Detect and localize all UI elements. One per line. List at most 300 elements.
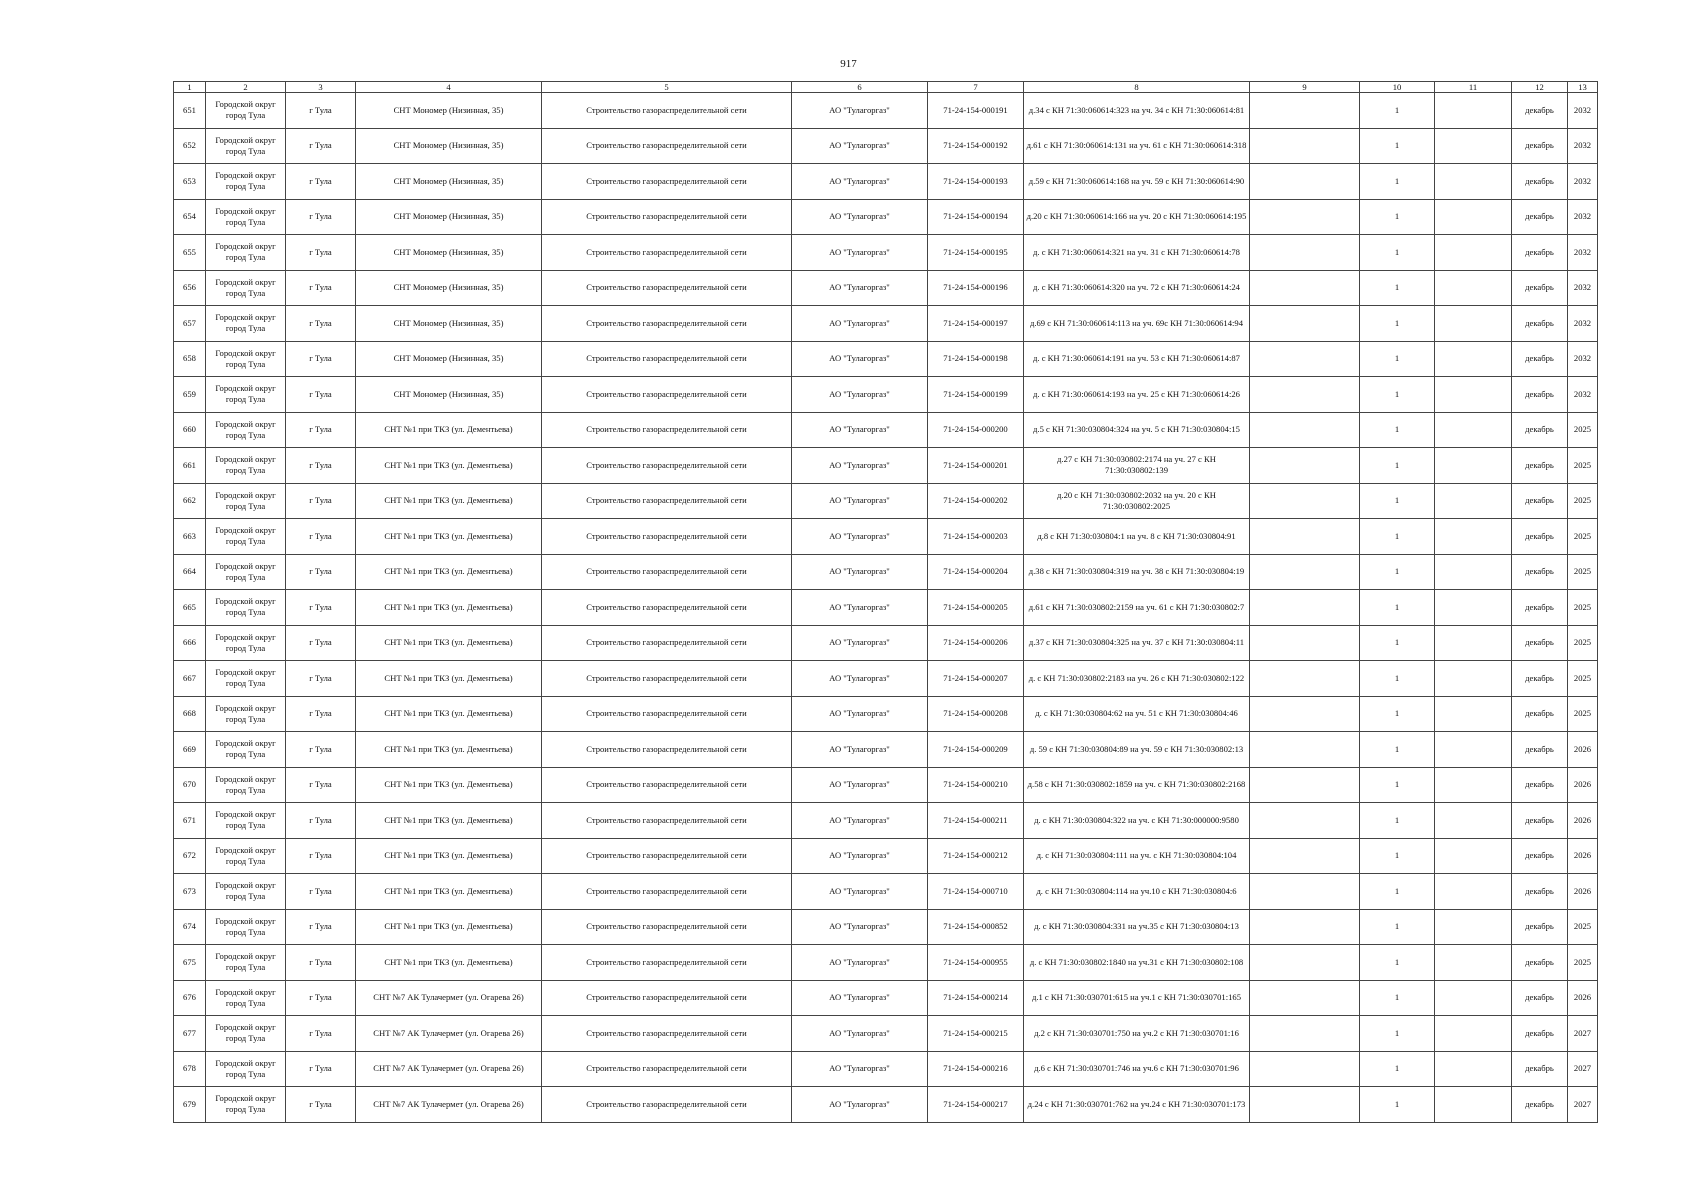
- cadastral-cell: д.34 с КН 71:30:060614:323 на уч. 34 с КН 71:30:060614:81: [1024, 93, 1250, 129]
- quantity-cell: 1: [1360, 1016, 1435, 1052]
- locality-cell: г Тула: [286, 164, 356, 200]
- object-cell: СНТ №1 при ТКЗ (ул. Дементьева): [356, 519, 542, 555]
- cadastral-cell: д.20 с КН 71:30:030802:2032 на уч. 20 с КН 71:30:030802:2025: [1024, 483, 1250, 519]
- col11-cell: [1435, 1051, 1512, 1087]
- month-cell: декабрь: [1512, 519, 1568, 555]
- object-cell: СНТ №1 при ТКЗ (ул. Дементьева): [356, 696, 542, 732]
- row-number-cell: 676: [174, 980, 206, 1016]
- locality-cell: г Тула: [286, 93, 356, 129]
- month-cell: декабрь: [1512, 93, 1568, 129]
- work-type-cell: Строительство газораспределительной сети: [542, 554, 792, 590]
- municipality-cell: Городской округ город Тула: [206, 1051, 286, 1087]
- locality-cell: г Тула: [286, 1087, 356, 1123]
- locality-cell: г Тула: [286, 554, 356, 590]
- row-number-cell: 667: [174, 661, 206, 697]
- cadastral-cell: д. с КН 71:30:030804:62 на уч. 51 с КН 71:30:030804:46: [1024, 696, 1250, 732]
- table-row: [174, 306, 1598, 342]
- organization-cell: АО "Тулагоргаз": [792, 874, 928, 910]
- year-cell: 2026: [1568, 732, 1598, 768]
- work-type-cell: Строительство газораспределительной сети: [542, 128, 792, 164]
- col11-cell: [1435, 519, 1512, 555]
- work-type-cell: Строительство газораспределительной сети: [542, 803, 792, 839]
- object-cell: СНТ №1 при ТКЗ (ул. Дементьева): [356, 590, 542, 626]
- column-header: 3: [286, 82, 356, 93]
- object-cell: СНТ №1 при ТКЗ (ул. Дементьева): [356, 448, 542, 484]
- col9-cell: [1250, 1051, 1360, 1087]
- year-cell: 2025: [1568, 945, 1598, 981]
- col11-cell: [1435, 696, 1512, 732]
- row-number-cell: 654: [174, 199, 206, 235]
- year-cell: 2025: [1568, 909, 1598, 945]
- table-row: [174, 945, 1598, 981]
- row-number-cell: 671: [174, 803, 206, 839]
- municipality-cell: Городской округ город Тула: [206, 164, 286, 200]
- municipality-cell: Городской округ город Тула: [206, 945, 286, 981]
- year-cell: 2032: [1568, 164, 1598, 200]
- col9-cell: [1250, 874, 1360, 910]
- col11-cell: [1435, 306, 1512, 342]
- locality-cell: г Тула: [286, 767, 356, 803]
- col9-cell: [1250, 732, 1360, 768]
- table-row: [174, 1016, 1598, 1052]
- code-cell: 71-24-154-000196: [928, 270, 1024, 306]
- work-type-cell: Строительство газораспределительной сети: [542, 341, 792, 377]
- municipality-cell: Городской округ город Тула: [206, 93, 286, 129]
- col11-cell: [1435, 874, 1512, 910]
- month-cell: декабрь: [1512, 164, 1568, 200]
- work-type-cell: Строительство газораспределительной сети: [542, 235, 792, 271]
- municipality-cell: Городской округ город Тула: [206, 696, 286, 732]
- col9-cell: [1250, 661, 1360, 697]
- municipality-cell: Городской округ город Тула: [206, 306, 286, 342]
- col11-cell: [1435, 1016, 1512, 1052]
- table-row: [174, 164, 1598, 200]
- month-cell: декабрь: [1512, 235, 1568, 271]
- col11-cell: [1435, 270, 1512, 306]
- municipality-cell: Городской округ город Тула: [206, 803, 286, 839]
- organization-cell: АО "Тулагоргаз": [792, 696, 928, 732]
- cadastral-cell: д. с КН 71:30:060614:320 на уч. 72 с КН 71:30:060614:24: [1024, 270, 1250, 306]
- col11-cell: [1435, 128, 1512, 164]
- col11-cell: [1435, 93, 1512, 129]
- row-number-cell: 663: [174, 519, 206, 555]
- locality-cell: г Тула: [286, 483, 356, 519]
- year-cell: 2032: [1568, 306, 1598, 342]
- col9-cell: [1250, 696, 1360, 732]
- locality-cell: г Тула: [286, 803, 356, 839]
- table-row: [174, 235, 1598, 271]
- cadastral-cell: д.61 с КН 71:30:060614:131 на уч. 61 с КН 71:30:060614:318: [1024, 128, 1250, 164]
- work-type-cell: Строительство газораспределительной сети: [542, 590, 792, 626]
- col11-cell: [1435, 803, 1512, 839]
- month-cell: декабрь: [1512, 412, 1568, 448]
- work-type-cell: Строительство газораспределительной сети: [542, 1016, 792, 1052]
- code-cell: 71-24-154-000203: [928, 519, 1024, 555]
- table-row: [174, 590, 1598, 626]
- table-row: [174, 874, 1598, 910]
- code-cell: 71-24-154-000198: [928, 341, 1024, 377]
- table-row: [174, 625, 1598, 661]
- row-number-cell: 660: [174, 412, 206, 448]
- quantity-cell: 1: [1360, 945, 1435, 981]
- col11-cell: [1435, 341, 1512, 377]
- municipality-cell: Городской округ город Тула: [206, 199, 286, 235]
- cadastral-cell: д. 59 с КН 71:30:030804:89 на уч. 59 с КН 71:30:030802:13: [1024, 732, 1250, 768]
- organization-cell: АО "Тулагоргаз": [792, 661, 928, 697]
- municipality-cell: Городской округ город Тула: [206, 483, 286, 519]
- cadastral-cell: д.1 с КН 71:30:030701:615 на уч.1 с КН 71:30:030701:165: [1024, 980, 1250, 1016]
- col11-cell: [1435, 590, 1512, 626]
- work-type-cell: Строительство газораспределительной сети: [542, 519, 792, 555]
- month-cell: декабрь: [1512, 661, 1568, 697]
- object-cell: СНТ Мономер (Низинная, 35): [356, 93, 542, 129]
- work-type-cell: Строительство газораспределительной сети: [542, 306, 792, 342]
- header-row: [174, 82, 1598, 93]
- object-cell: СНТ №1 при ТКЗ (ул. Дементьева): [356, 412, 542, 448]
- object-cell: СНТ №7 АК Тулачермет (ул. Огарева 26): [356, 980, 542, 1016]
- code-cell: 71-24-154-000199: [928, 377, 1024, 413]
- year-cell: 2032: [1568, 199, 1598, 235]
- cadastral-cell: д.6 с КН 71:30:030701:746 на уч.6 с КН 71:30:030701:96: [1024, 1051, 1250, 1087]
- municipality-cell: Городской округ город Тула: [206, 341, 286, 377]
- row-number-cell: 678: [174, 1051, 206, 1087]
- organization-cell: АО "Тулагоргаз": [792, 732, 928, 768]
- work-type-cell: Строительство газораспределительной сети: [542, 838, 792, 874]
- column-header: 10: [1360, 82, 1435, 93]
- quantity-cell: 1: [1360, 93, 1435, 129]
- column-header: 7: [928, 82, 1024, 93]
- locality-cell: г Тула: [286, 945, 356, 981]
- col9-cell: [1250, 412, 1360, 448]
- work-type-cell: Строительство газораспределительной сети: [542, 93, 792, 129]
- col9-cell: [1250, 590, 1360, 626]
- locality-cell: г Тула: [286, 448, 356, 484]
- month-cell: декабрь: [1512, 980, 1568, 1016]
- locality-cell: г Тула: [286, 341, 356, 377]
- municipality-cell: Городской округ город Тула: [206, 625, 286, 661]
- row-number-cell: 657: [174, 306, 206, 342]
- year-cell: 2025: [1568, 554, 1598, 590]
- organization-cell: АО "Тулагоргаз": [792, 448, 928, 484]
- organization-cell: АО "Тулагоргаз": [792, 1051, 928, 1087]
- cadastral-cell: д. с КН 71:30:060614:193 на уч. 25 с КН 71:30:060614:26: [1024, 377, 1250, 413]
- code-cell: 71-24-154-000193: [928, 164, 1024, 200]
- cadastral-cell: д. с КН 71:30:030804:331 на уч.35 с КН 71:30:030804:13: [1024, 909, 1250, 945]
- quantity-cell: 1: [1360, 519, 1435, 555]
- year-cell: 2025: [1568, 696, 1598, 732]
- municipality-cell: Городской округ город Тула: [206, 767, 286, 803]
- organization-cell: АО "Тулагоргаз": [792, 1087, 928, 1123]
- quantity-cell: 1: [1360, 732, 1435, 768]
- municipality-cell: Городской округ город Тула: [206, 235, 286, 271]
- year-cell: 2032: [1568, 93, 1598, 129]
- month-cell: декабрь: [1512, 803, 1568, 839]
- object-cell: СНТ Мономер (Низинная, 35): [356, 199, 542, 235]
- year-cell: 2025: [1568, 590, 1598, 626]
- quantity-cell: 1: [1360, 661, 1435, 697]
- cadastral-cell: д.5 с КН 71:30:030804:324 на уч. 5 с КН 71:30:030804:15: [1024, 412, 1250, 448]
- organization-cell: АО "Тулагоргаз": [792, 341, 928, 377]
- quantity-cell: 1: [1360, 590, 1435, 626]
- code-cell: 71-24-154-000852: [928, 909, 1024, 945]
- col9-cell: [1250, 554, 1360, 590]
- year-cell: 2026: [1568, 838, 1598, 874]
- code-cell: 71-24-154-000209: [928, 732, 1024, 768]
- organization-cell: АО "Тулагоргаз": [792, 590, 928, 626]
- quantity-cell: 1: [1360, 767, 1435, 803]
- col11-cell: [1435, 661, 1512, 697]
- col11-cell: [1435, 412, 1512, 448]
- quantity-cell: 1: [1360, 1051, 1435, 1087]
- organization-cell: АО "Тулагоргаз": [792, 412, 928, 448]
- column-header: 12: [1512, 82, 1568, 93]
- organization-cell: АО "Тулагоргаз": [792, 767, 928, 803]
- locality-cell: г Тула: [286, 909, 356, 945]
- year-cell: 2032: [1568, 235, 1598, 271]
- year-cell: 2032: [1568, 128, 1598, 164]
- locality-cell: г Тула: [286, 696, 356, 732]
- object-cell: СНТ №1 при ТКЗ (ул. Дементьева): [356, 838, 542, 874]
- quantity-cell: 1: [1360, 803, 1435, 839]
- table-row: [174, 732, 1598, 768]
- row-number-cell: 679: [174, 1087, 206, 1123]
- quantity-cell: 1: [1360, 341, 1435, 377]
- work-type-cell: Строительство газораспределительной сети: [542, 732, 792, 768]
- year-cell: 2026: [1568, 803, 1598, 839]
- year-cell: 2025: [1568, 412, 1598, 448]
- organization-cell: АО "Тулагоргаз": [792, 625, 928, 661]
- table-row: [174, 838, 1598, 874]
- organization-cell: АО "Тулагоргаз": [792, 306, 928, 342]
- object-cell: СНТ №7 АК Тулачермет (ул. Огарева 26): [356, 1087, 542, 1123]
- col9-cell: [1250, 235, 1360, 271]
- year-cell: 2026: [1568, 980, 1598, 1016]
- code-cell: 71-24-154-000202: [928, 483, 1024, 519]
- row-number-cell: 656: [174, 270, 206, 306]
- organization-cell: АО "Тулагоргаз": [792, 128, 928, 164]
- quantity-cell: 1: [1360, 1087, 1435, 1123]
- col9-cell: [1250, 767, 1360, 803]
- object-cell: СНТ №7 АК Тулачермет (ул. Огарева 26): [356, 1016, 542, 1052]
- col9-cell: [1250, 803, 1360, 839]
- month-cell: декабрь: [1512, 945, 1568, 981]
- object-cell: СНТ Мономер (Низинная, 35): [356, 306, 542, 342]
- cadastral-cell: д.69 с КН 71:30:060614:113 на уч. 69с КН 71:30:060614:94: [1024, 306, 1250, 342]
- year-cell: 2027: [1568, 1016, 1598, 1052]
- work-type-cell: Строительство газораспределительной сети: [542, 412, 792, 448]
- quantity-cell: 1: [1360, 128, 1435, 164]
- col9-cell: [1250, 945, 1360, 981]
- col9-cell: [1250, 980, 1360, 1016]
- cadastral-cell: д.61 с КН 71:30:030802:2159 на уч. 61 с КН 71:30:030802:7: [1024, 590, 1250, 626]
- year-cell: 2025: [1568, 661, 1598, 697]
- row-number-cell: 674: [174, 909, 206, 945]
- row-number-cell: 666: [174, 625, 206, 661]
- table-row: [174, 1087, 1598, 1123]
- month-cell: декабрь: [1512, 270, 1568, 306]
- code-cell: 71-24-154-000210: [928, 767, 1024, 803]
- row-number-cell: 661: [174, 448, 206, 484]
- registry-table: [173, 81, 1598, 1123]
- locality-cell: г Тула: [286, 199, 356, 235]
- quantity-cell: 1: [1360, 696, 1435, 732]
- quantity-cell: 1: [1360, 270, 1435, 306]
- col9-cell: [1250, 128, 1360, 164]
- column-header: 9: [1250, 82, 1360, 93]
- municipality-cell: Городской округ город Тула: [206, 377, 286, 413]
- col9-cell: [1250, 164, 1360, 200]
- work-type-cell: Строительство газораспределительной сети: [542, 1087, 792, 1123]
- work-type-cell: Строительство газораспределительной сети: [542, 270, 792, 306]
- code-cell: 71-24-154-000955: [928, 945, 1024, 981]
- month-cell: декабрь: [1512, 625, 1568, 661]
- object-cell: СНТ №1 при ТКЗ (ул. Дементьева): [356, 874, 542, 910]
- table-row: [174, 412, 1598, 448]
- col11-cell: [1435, 199, 1512, 235]
- month-cell: декабрь: [1512, 448, 1568, 484]
- municipality-cell: Городской округ город Тула: [206, 838, 286, 874]
- row-number-cell: 651: [174, 93, 206, 129]
- quantity-cell: 1: [1360, 838, 1435, 874]
- row-number-cell: 655: [174, 235, 206, 271]
- quantity-cell: 1: [1360, 164, 1435, 200]
- object-cell: СНТ Мономер (Низинная, 35): [356, 270, 542, 306]
- col9-cell: [1250, 306, 1360, 342]
- organization-cell: АО "Тулагоргаз": [792, 164, 928, 200]
- object-cell: СНТ Мономер (Низинная, 35): [356, 341, 542, 377]
- object-cell: СНТ №1 при ТКЗ (ул. Дементьева): [356, 767, 542, 803]
- row-number-cell: 668: [174, 696, 206, 732]
- object-cell: СНТ №1 при ТКЗ (ул. Дементьева): [356, 909, 542, 945]
- month-cell: декабрь: [1512, 199, 1568, 235]
- col9-cell: [1250, 483, 1360, 519]
- cadastral-cell: д.59 с КН 71:30:060614:168 на уч. 59 с КН 71:30:060614:90: [1024, 164, 1250, 200]
- code-cell: 71-24-154-000195: [928, 235, 1024, 271]
- work-type-cell: Строительство газораспределительной сети: [542, 980, 792, 1016]
- work-type-cell: Строительство газораспределительной сети: [542, 448, 792, 484]
- work-type-cell: Строительство газораспределительной сети: [542, 625, 792, 661]
- object-cell: СНТ Мономер (Низинная, 35): [356, 128, 542, 164]
- municipality-cell: Городской округ город Тула: [206, 980, 286, 1016]
- col9-cell: [1250, 1016, 1360, 1052]
- quantity-cell: 1: [1360, 874, 1435, 910]
- table-row: [174, 199, 1598, 235]
- municipality-cell: Городской округ город Тула: [206, 661, 286, 697]
- col9-cell: [1250, 199, 1360, 235]
- month-cell: декабрь: [1512, 554, 1568, 590]
- table-row: [174, 483, 1598, 519]
- table-row: [174, 661, 1598, 697]
- code-cell: 71-24-154-000192: [928, 128, 1024, 164]
- table-row: [174, 980, 1598, 1016]
- year-cell: 2032: [1568, 341, 1598, 377]
- table-body: [174, 93, 1598, 1123]
- municipality-cell: Городской округ город Тула: [206, 909, 286, 945]
- locality-cell: г Тула: [286, 306, 356, 342]
- quantity-cell: 1: [1360, 554, 1435, 590]
- month-cell: декабрь: [1512, 838, 1568, 874]
- quantity-cell: 1: [1360, 483, 1435, 519]
- table-row: [174, 1051, 1598, 1087]
- col11-cell: [1435, 164, 1512, 200]
- organization-cell: АО "Тулагоргаз": [792, 483, 928, 519]
- month-cell: декабрь: [1512, 732, 1568, 768]
- municipality-cell: Городской округ город Тула: [206, 519, 286, 555]
- cadastral-cell: д. с КН 71:30:030804:114 на уч.10 с КН 71:30:030804:6: [1024, 874, 1250, 910]
- table-row: [174, 448, 1598, 484]
- table-row: [174, 93, 1598, 129]
- cadastral-cell: д.8 с КН 71:30:030804:1 на уч. 8 с КН 71:30:030804:91: [1024, 519, 1250, 555]
- locality-cell: г Тула: [286, 270, 356, 306]
- locality-cell: г Тула: [286, 377, 356, 413]
- locality-cell: г Тула: [286, 838, 356, 874]
- year-cell: 2026: [1568, 767, 1598, 803]
- work-type-cell: Строительство газораспределительной сети: [542, 945, 792, 981]
- col11-cell: [1435, 377, 1512, 413]
- quantity-cell: 1: [1360, 980, 1435, 1016]
- row-number-cell: 662: [174, 483, 206, 519]
- municipality-cell: Городской округ город Тула: [206, 590, 286, 626]
- locality-cell: г Тула: [286, 661, 356, 697]
- municipality-cell: Городской округ город Тула: [206, 128, 286, 164]
- month-cell: декабрь: [1512, 1087, 1568, 1123]
- col11-cell: [1435, 554, 1512, 590]
- cadastral-cell: д.2 с КН 71:30:030701:750 на уч.2 с КН 71:30:030701:16: [1024, 1016, 1250, 1052]
- quantity-cell: 1: [1360, 306, 1435, 342]
- cadastral-cell: д. с КН 71:30:030802:2183 на уч. 26 с КН 71:30:030802:122: [1024, 661, 1250, 697]
- year-cell: 2025: [1568, 625, 1598, 661]
- col9-cell: [1250, 448, 1360, 484]
- cadastral-cell: д.27 с КН 71:30:030802:2174 на уч. 27 с КН 71:30:030802:139: [1024, 448, 1250, 484]
- col11-cell: [1435, 625, 1512, 661]
- organization-cell: АО "Тулагоргаз": [792, 199, 928, 235]
- locality-cell: г Тула: [286, 980, 356, 1016]
- municipality-cell: Городской округ город Тула: [206, 1016, 286, 1052]
- col11-cell: [1435, 838, 1512, 874]
- row-number-cell: 672: [174, 838, 206, 874]
- work-type-cell: Строительство газораспределительной сети: [542, 199, 792, 235]
- year-cell: 2026: [1568, 874, 1598, 910]
- column-header: 2: [206, 82, 286, 93]
- code-cell: 71-24-154-000214: [928, 980, 1024, 1016]
- col9-cell: [1250, 270, 1360, 306]
- row-number-cell: 670: [174, 767, 206, 803]
- year-cell: 2025: [1568, 483, 1598, 519]
- col11-cell: [1435, 909, 1512, 945]
- column-header: 13: [1568, 82, 1598, 93]
- code-cell: 71-24-154-000215: [928, 1016, 1024, 1052]
- code-cell: 71-24-154-000205: [928, 590, 1024, 626]
- col9-cell: [1250, 838, 1360, 874]
- col9-cell: [1250, 341, 1360, 377]
- cadastral-cell: д.38 с КН 71:30:030804:319 на уч. 38 с КН 71:30:030804:19: [1024, 554, 1250, 590]
- col11-cell: [1435, 448, 1512, 484]
- code-cell: 71-24-154-000217: [928, 1087, 1024, 1123]
- row-number-cell: 653: [174, 164, 206, 200]
- month-cell: декабрь: [1512, 1016, 1568, 1052]
- col11-cell: [1435, 980, 1512, 1016]
- locality-cell: г Тула: [286, 590, 356, 626]
- cadastral-cell: д.24 с КН 71:30:030701:762 на уч.24 с КН 71:30:030701:173: [1024, 1087, 1250, 1123]
- month-cell: декабрь: [1512, 696, 1568, 732]
- year-cell: 2032: [1568, 377, 1598, 413]
- month-cell: декабрь: [1512, 306, 1568, 342]
- table-row: [174, 519, 1598, 555]
- object-cell: СНТ №1 при ТКЗ (ул. Дементьева): [356, 625, 542, 661]
- organization-cell: АО "Тулагоргаз": [792, 235, 928, 271]
- year-cell: 2025: [1568, 448, 1598, 484]
- code-cell: 71-24-154-000208: [928, 696, 1024, 732]
